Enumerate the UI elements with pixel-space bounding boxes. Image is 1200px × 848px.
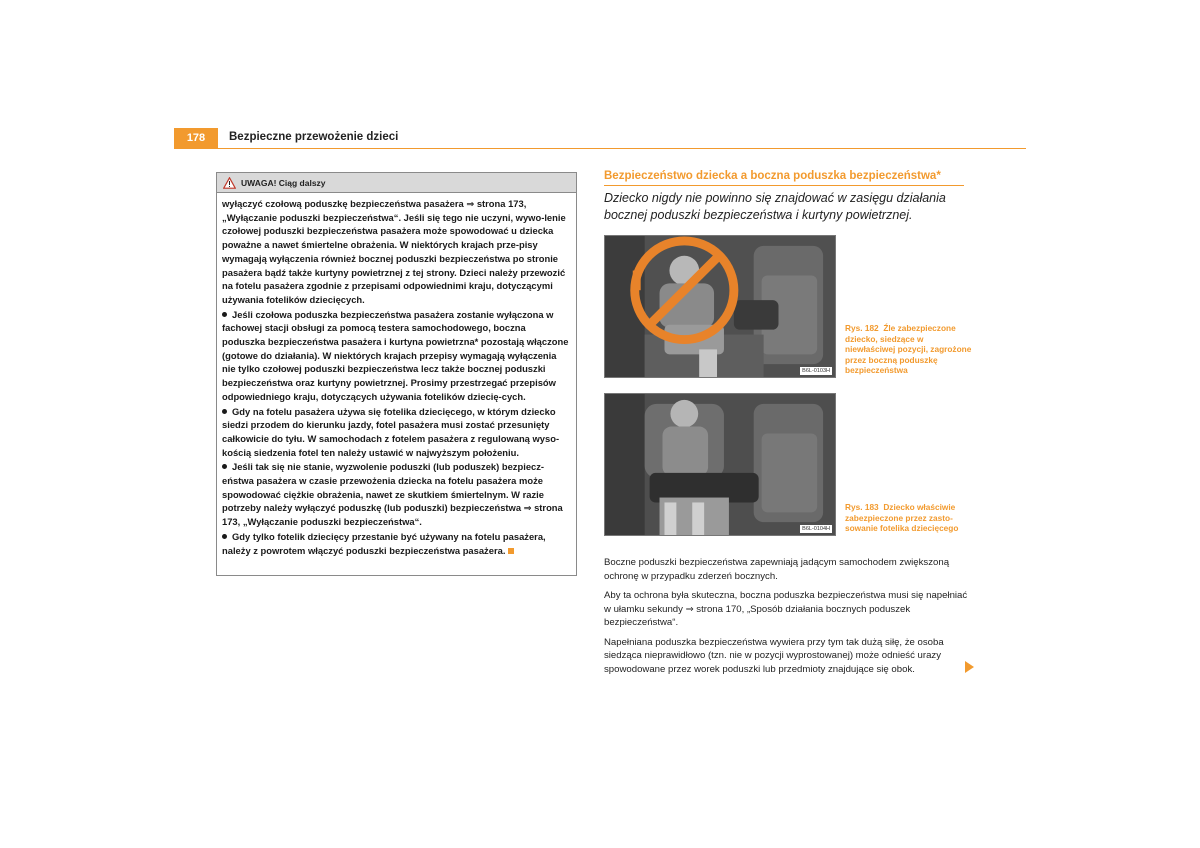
warning-bullet	[222, 530, 571, 557]
bullet-icon	[222, 409, 227, 414]
section-divider	[604, 185, 964, 186]
warning-bullet-text: Gdy tylko fotelik dziecięcy przestanie być używany na fotelu pasażera, należy z powrotem włączyć poduszki bezpieczeństwa pasażera.	[222, 530, 546, 556]
header-divider	[174, 148, 1026, 149]
warning-bullet	[222, 308, 571, 404]
section-title: Bezpieczeństwo dziecka a boczna poduszka bezpieczeństwa*	[604, 170, 941, 182]
bullet-icon	[222, 312, 227, 317]
warning-paragraph: wyłączyć czołową poduszkę bezpieczeństwa pasażera ⇒ strona 173, „Wyłączanie poduszki bezpieczeństwa“. Jeśli się tego nie uczyni, wywo-lenie czołowej poduszki bezpieczeństwa pasażera może spowodować u dziecka poważne a nawet śmiertelne obrażenia. W niektórych krajach prze-pisy wymagają wyłączenia również bocznej poduszki bezpieczeństwa po stronie pasażera bądź także kurtyny powietrznej z tej strony. Dzieci należy przewozić na fotelu pasażera zgodnie z przepisami odpowiednimi kraju, dotyczącymi używania fotelików dziecięcych.	[222, 198, 566, 305]
body-paragraph: Boczne poduszki bezpieczeństwa zapewniają jadącym samochodem zwiększoną ochronę w przypadku zderzeń bocznych.	[604, 557, 950, 582]
chapter-title: Bezpieczne przewożenie dzieci	[229, 131, 399, 143]
end-mark-icon	[508, 548, 514, 554]
figure-caption-text: Źle zabezpieczone dziecko, siedzące w niewłaściwej pozycji, zagrożone przez boczną poduszkę bezpieczeństwa	[845, 323, 972, 375]
figure-label: Rys. 183	[845, 502, 879, 512]
warning-heading: UWAGA! Ciąg dalszy	[241, 177, 326, 188]
continue-arrow-icon	[965, 661, 974, 673]
warning-bullet	[222, 405, 571, 460]
figure-caption-text: Dziecko właściwie zabezpieczone przez zasto-sowanie fotelika dziecięcego	[845, 502, 959, 533]
figure-code: B6L-0103H	[802, 368, 830, 374]
warning-triangle-icon	[223, 177, 236, 189]
figure-183	[604, 393, 836, 536]
warning-bullet	[222, 460, 571, 529]
child-in-booster-seat-illustration	[605, 394, 835, 535]
warning-bullet-text: Jeśli tak się nie stanie, wyzwolenie poduszki (lub poduszek) bezpiecz-eństwa pasażera w czasie przewożenia dziecka na fotelu pasażera może spowodować ciężkie obrażenia, nawet ze skutkiem śmiertelnym. W razie potrzeby należy wyłączyć poduszkę (lub poduszki) bezpieczeństwa ⇒ strona 173, „Wyłączanie poduszki bezpieczeństwa“.	[222, 461, 563, 528]
warning-bullet-text: Gdy na fotelu pasażera używa się fotelika dziecięcego, w którym dziecko siedzi przodem do kierunku jazdy, fotel pasażera musi zostać przesunięty całkowicie do tyłu. W samochodach z fotelem pasażera z regulowaną wyso-kością siedzenia fotel ten należy ustawić w najwyższym położeniu.	[222, 405, 560, 458]
warning-body	[217, 193, 576, 557]
figure-label: Rys. 182	[845, 323, 879, 333]
section-lead: Dziecko nigdy nie powinno się znajdować w zasięgu działania bocznej poduszki bezpieczeństwa i kurtyny powietrznej.	[604, 191, 946, 222]
child-wrong-position-illustration	[605, 236, 835, 377]
figure-182	[604, 235, 836, 378]
warning-box	[216, 172, 577, 576]
warning-header	[217, 173, 576, 193]
figure-caption	[845, 323, 975, 376]
figure-caption	[845, 502, 975, 534]
body-paragraph: Aby ta ochrona była skuteczna, boczna poduszka bezpieczeństwa musi się napełniać w ułamku sekundy ⇒ strona 170, „Sposób działania bocznych poduszek bezpieczeństwa“.	[604, 590, 968, 628]
page-number: 178	[174, 128, 218, 148]
warning-bullet-text: Jeśli czołowa poduszka bezpieczeństwa pasażera zostanie wyłączona w fachowej stacji obsługi za pomocą testera samochodowego, boczna poduszka bezpieczeństwa pasażera i kurtyna powietrzna* pozostają włączone (gotowe do działania). W niektórych krajach przepisy wymagają wyłączenia nie tylko czołowej poduszki bezpieczeństwa lecz także bocznej poduszki bezpieczeństwa oraz kurtyny powietrznej. Prosimy przestrzegać przepisów odpowiedniego kraju, dotyczących używania fotelików dziecię-cych.	[222, 308, 569, 402]
body-paragraph: Napełniana poduszka bezpieczeństwa wywiera przy tym tak dużą siłę, że osoba siedząca nieprawidłowo (tzn. nie w pozycji wyprostowanej) może odnieść urazy spowodowane przez worek poduszki lub przedmioty znajdujące się obok.	[604, 636, 944, 675]
bullet-icon	[222, 534, 227, 539]
section-body	[604, 556, 969, 682]
bullet-icon	[222, 464, 227, 469]
figure-code: B6L-0104H	[802, 526, 830, 532]
page-header	[174, 128, 1026, 150]
